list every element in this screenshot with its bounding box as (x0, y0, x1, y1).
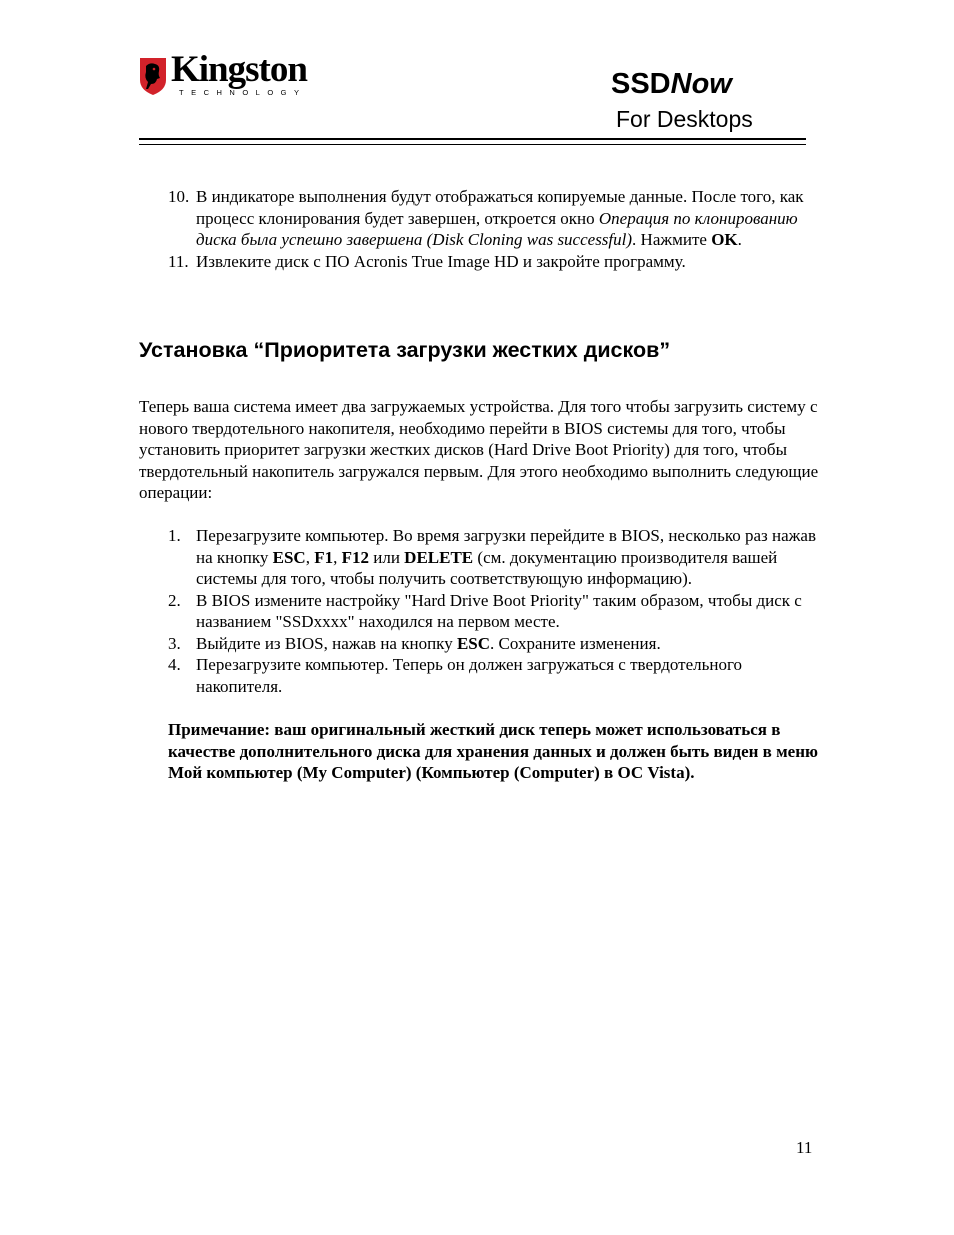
step-text: или (368, 547, 405, 567)
list-item-number: 3. (168, 633, 181, 653)
list-item-number: 10. (168, 187, 190, 206)
key-delete: DELETE (404, 547, 474, 567)
key-esc: ESC (456, 633, 491, 653)
product-title-main: SSD (611, 68, 671, 100)
step-text: (см. документацию производителя вашей системы для того, чтобы получить соответствующую информацию). (196, 547, 778, 588)
list-item-number: 4. (168, 655, 181, 674)
list-item (139, 654, 819, 697)
logo-subtext: TECHNOLOGY (179, 88, 307, 97)
cloning-steps-list (139, 186, 819, 272)
header-rule-thick (139, 138, 806, 140)
step-text: , (333, 547, 342, 567)
product-title (611, 66, 732, 102)
kingston-logo (139, 49, 331, 100)
step-text: Извлеките диск с ПО Acronis True Image HD и закройте программу. (196, 251, 686, 271)
list-item (139, 590, 819, 633)
list-item (139, 525, 819, 590)
list-item (139, 251, 819, 273)
header-rule-thin (139, 144, 806, 145)
step-italic-window-name: Операция по клонированию диска была успешно завершена (Disk Cloning was successful) (196, 208, 798, 249)
list-item-number: 2. (168, 590, 181, 610)
step-text: В BIOS измените настройку "Hard Drive Boot Priority" таким образом, чтобы диск с названием "SSDxxxx" находился на первом месте. (196, 590, 802, 631)
step-text: Перезагрузите компьютер. Теперь он должен загружаться с твердотельного накопителя. (196, 655, 743, 696)
section-heading: Установка “Приоритета загрузки жестких дисков” (139, 338, 671, 362)
step-text: В индикаторе выполнения будут отображаться копируемые данные. После того, как процесс клонирования будет завершен, откроется окно (196, 187, 804, 228)
note-paragraph: Примечание: ваш оригинальный жесткий диск теперь может использоваться в качестве дополнительного диска для хранения данных и должен быть виден в меню Мой компьютер (My Computer) (Компьютер (Computer) в ОС Vista). (168, 720, 819, 782)
list-item-number: 11. (168, 251, 189, 271)
key-esc: ESC (272, 547, 306, 567)
key-f12: F12 (341, 547, 369, 567)
step-text: Перезагрузите компьютер. Во время загрузки перейдите в BIOS, несколько раз нажав на кнопку (196, 526, 816, 567)
list-item (139, 633, 819, 655)
key-f1: F1 (314, 547, 334, 567)
step-text: . Сохраните изменения. (490, 633, 661, 653)
boot-priority-steps-list (139, 525, 819, 697)
step-bold-ok: OK (711, 230, 738, 249)
step-text: Выйдите из BIOS, нажав на кнопку (196, 633, 457, 653)
step-text: . (737, 230, 742, 249)
list-item-number: 1. (168, 526, 181, 545)
step-text: , (305, 547, 315, 567)
page-number: 11 (796, 1138, 813, 1157)
product-title-suffix: Now (670, 68, 732, 100)
product-subtitle: For Desktops (616, 106, 753, 132)
logo-wordmark: Kingston (171, 49, 307, 90)
list-item (139, 186, 819, 251)
intro-paragraph: Теперь ваша система имеет два загружаемых устройства. Для того чтобы загрузить систему с нового твердотельного накопителя, необходимо перейти в BIOS системы для того, чтобы установить приоритет загрузки жестких дисков (Hard Drive Boot Priority) для того, чтобы твердотельный накопитель загружался первым. Для этого необходимо выполнить следующие операции: (139, 397, 819, 502)
kingston-head-shield-icon (139, 56, 167, 96)
step-text: . Нажмите (632, 230, 712, 249)
